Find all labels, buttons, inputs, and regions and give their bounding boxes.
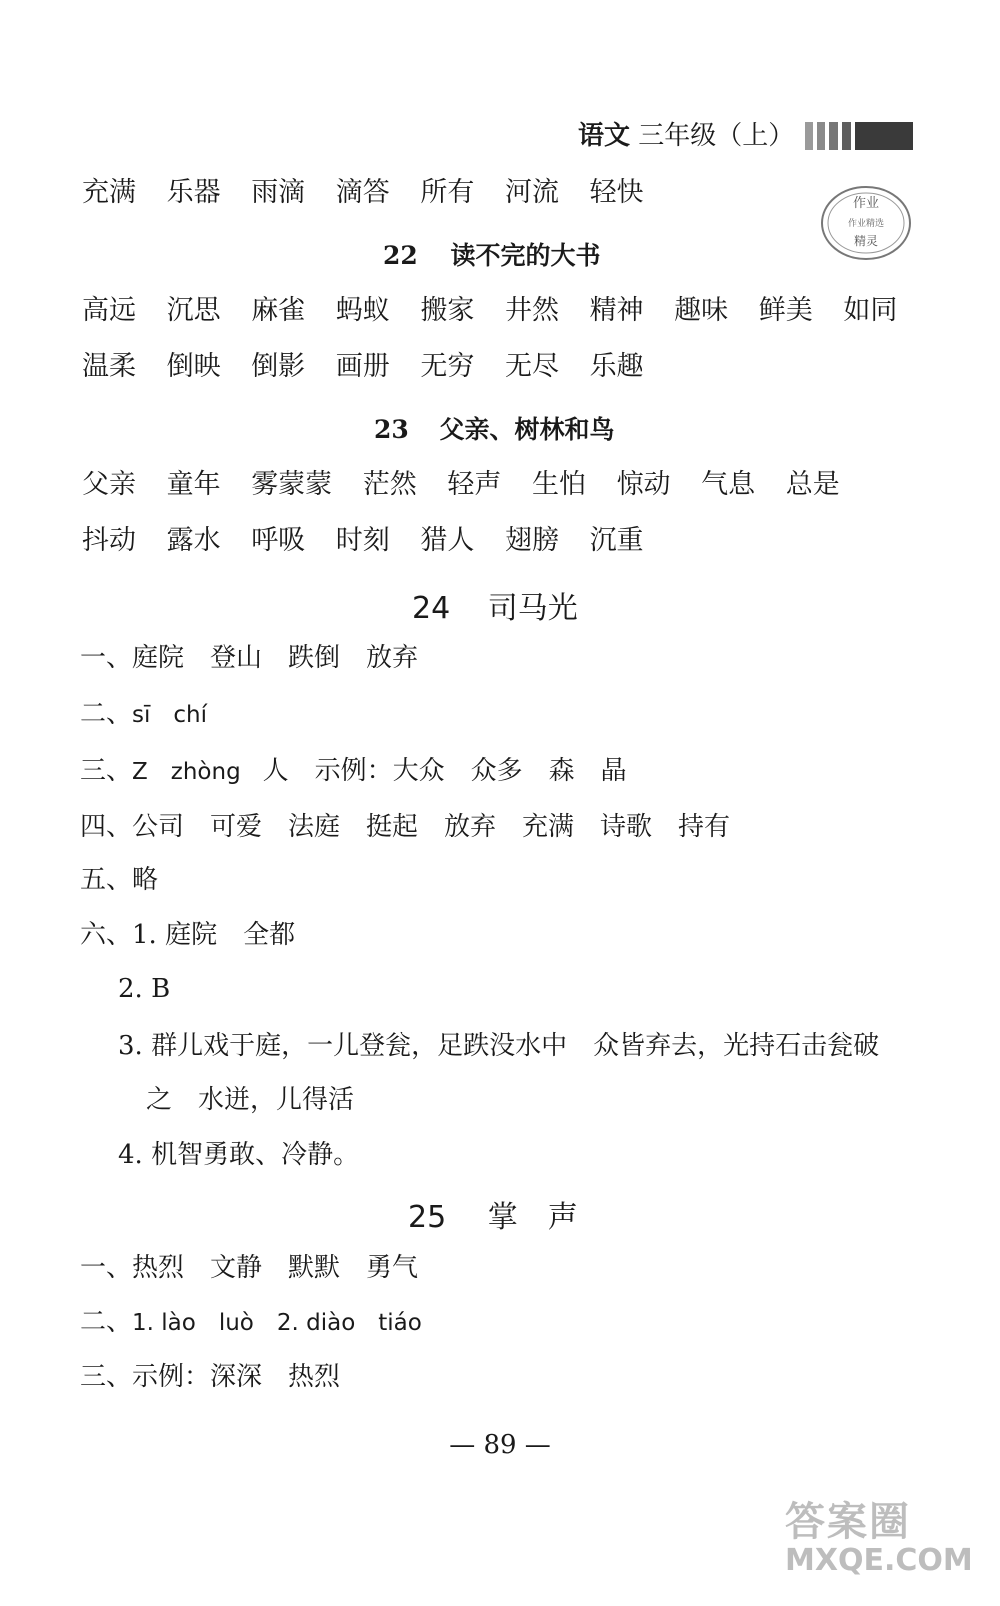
stamp-line3: 精灵 — [853, 234, 879, 248]
word: 河流 — [504, 177, 559, 208]
word: 乐器 — [166, 177, 221, 208]
answer-prefix: 二、 — [80, 699, 133, 729]
word: 倒映 — [166, 351, 221, 382]
word: 沉思 — [166, 295, 221, 326]
word: 滴答 — [335, 177, 390, 208]
lesson24-answer-5: 五、略 — [80, 865, 159, 895]
lesson24-answer-6-1: 六、1. 庭院 全都 — [80, 920, 296, 950]
word: 抖动 — [82, 525, 136, 556]
watermark-logo — [785, 1490, 973, 1578]
word: 童年 — [166, 469, 221, 500]
watermark-line2: MXQE.COM — [785, 1543, 973, 1578]
stamp-line1: 作业 — [852, 196, 880, 211]
lesson25-answer-3: 三、示例：深深 热烈 — [80, 1362, 341, 1392]
word: 时刻 — [335, 525, 390, 556]
word: 趣味 — [674, 295, 729, 326]
lesson-number: 24 — [412, 591, 451, 626]
word: 轻快 — [589, 177, 644, 208]
lesson21-words — [82, 176, 666, 210]
header-grade: 三年级（上） — [638, 121, 795, 151]
word: 气息 — [701, 469, 756, 500]
answer-text: 人 示例：大众 众多 森 晶 — [262, 756, 627, 786]
word: 麻雀 — [251, 295, 306, 326]
word: 搬家 — [420, 295, 475, 326]
word: 倒影 — [251, 351, 306, 382]
word: 无穷 — [420, 351, 475, 382]
word: 呼吸 — [251, 525, 306, 556]
word: 温柔 — [82, 351, 136, 382]
answer-pinyin: sī chí — [132, 702, 208, 728]
lesson-number: 25 — [408, 1200, 447, 1235]
word: 父亲 — [82, 469, 136, 500]
word: 生怕 — [531, 469, 586, 500]
word: 惊动 — [616, 469, 671, 500]
word: 所有 — [420, 177, 475, 208]
header-subject: 语文 — [578, 121, 631, 151]
lesson22-words-row2 — [82, 350, 666, 384]
page-header — [578, 115, 794, 152]
lesson22-heading — [383, 236, 601, 272]
lesson24-answer-6-2: 2. B — [118, 974, 171, 1004]
word: 充满 — [82, 177, 136, 208]
lesson-number: 23 — [374, 415, 409, 444]
lesson24-heading — [412, 583, 578, 627]
word: 精神 — [589, 295, 644, 326]
word: 沉重 — [589, 525, 644, 556]
lesson25-heading — [408, 1192, 578, 1236]
word: 猎人 — [420, 525, 475, 556]
lesson-title: 掌 声 — [487, 1200, 578, 1235]
word: 雾蒙蒙 — [251, 469, 333, 500]
answer-pinyin: Z zhòng — [132, 759, 241, 785]
word: 露水 — [166, 525, 221, 556]
lesson24-answer-6-3b: 之 水迸，儿得活 — [146, 1085, 355, 1115]
page-number: — 89 — — [449, 1430, 551, 1460]
stamp-line2: 作业精选 — [847, 219, 885, 229]
answer-prefix: 三、 — [80, 756, 133, 786]
lesson22-words-row1 — [82, 294, 919, 328]
lesson-title: 司马光 — [487, 591, 578, 626]
lesson24-answer-6-4: 4. 机智勇敢、冷静。 — [118, 1140, 360, 1170]
lesson24-answer-4: 四、公司 可爱 法庭 挺起 放弃 充满 诗歌 持有 — [80, 812, 731, 842]
lesson-number: 22 — [383, 241, 418, 270]
word: 如同 — [843, 295, 898, 326]
lesson25-answer-1: 一、热烈 文静 默默 勇气 — [80, 1253, 419, 1283]
word: 蚂蚁 — [335, 295, 390, 326]
lesson24-answer-3 — [80, 754, 627, 789]
lesson24-answer-1: 一、庭院 登山 跌倒 放弃 — [80, 643, 419, 673]
word: 雨滴 — [251, 177, 306, 208]
word: 画册 — [335, 351, 390, 382]
lesson23-words-row2 — [82, 524, 666, 558]
word: 鲜美 — [758, 295, 813, 326]
lesson-title: 父亲、树林和鸟 — [439, 415, 615, 444]
answer-prefix: 二、 — [80, 1307, 133, 1337]
word: 高远 — [82, 295, 136, 326]
watermark-line1: 答案圈 — [785, 1499, 911, 1545]
word: 无尽 — [504, 351, 559, 382]
word: 轻声 — [447, 469, 502, 500]
lesson23-words-row1 — [82, 468, 862, 502]
lesson-title: 读不完的大书 — [450, 241, 601, 270]
lesson25-answer-2 — [80, 1305, 422, 1340]
word: 茫然 — [362, 469, 417, 500]
lesson24-answer-6-3a: 3. 群儿戏于庭，一儿登瓮，足跌没水中 众皆弃去，光持石击瓮破 — [118, 1031, 880, 1061]
word: 乐趣 — [589, 351, 644, 382]
word: 井然 — [504, 295, 559, 326]
answer-pinyin: 1. lào luò 2. diào tiáo — [132, 1310, 422, 1336]
word: 总是 — [785, 469, 840, 500]
lesson23-heading — [374, 410, 615, 446]
word: 翅膀 — [504, 525, 559, 556]
lesson24-answer-2 — [80, 697, 207, 732]
stamp-logo — [818, 183, 914, 263]
